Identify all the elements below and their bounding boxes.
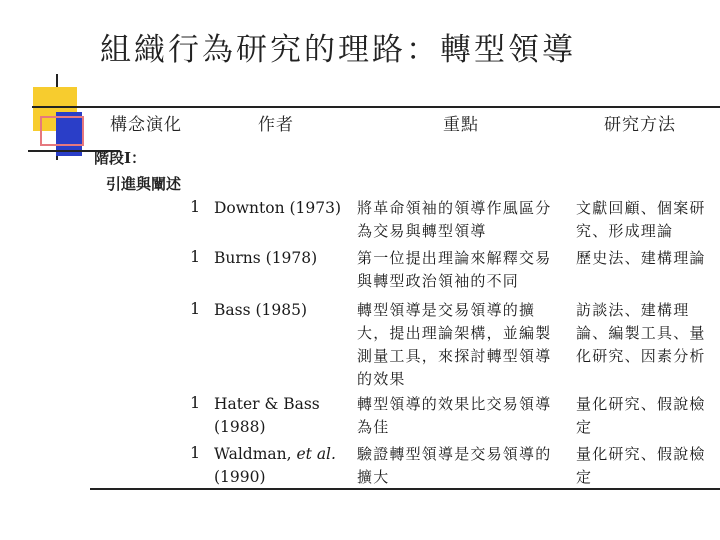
row-method: 量化研究、假說檢定 bbox=[576, 395, 706, 436]
row-bullet: 1 bbox=[190, 299, 201, 318]
column-header-author: 作者 bbox=[258, 115, 294, 135]
row-focus: 第一位提出理論來解釋交易與轉型政治領袖的不同 bbox=[357, 249, 552, 290]
row-method: 歷史法、建構理論 bbox=[576, 249, 706, 267]
stage-title: 階段I： bbox=[94, 149, 147, 167]
table-bottom-rule bbox=[90, 488, 720, 490]
page-title: 組織行為研究的理路：轉型領導 bbox=[100, 32, 576, 68]
row-author bbox=[214, 443, 344, 489]
row-author: Downton (1973) bbox=[214, 199, 342, 217]
row-focus: 驗證轉型領導是交易領導的擴大 bbox=[357, 445, 552, 486]
row-bullet: 1 bbox=[190, 393, 201, 412]
column-header-focus: 重點 bbox=[443, 115, 479, 135]
row-author: Hater & Bass (1988) bbox=[214, 395, 320, 436]
row-focus: 轉型領導的效果比交易領導為佳 bbox=[357, 395, 552, 436]
row-bullet: 1 bbox=[190, 247, 201, 266]
column-header-method: 研究方法 bbox=[604, 115, 676, 135]
row-focus: 轉型領導是交易領導的擴大，提出理論架構，並編製測量工具，來探討轉型領導的效果 bbox=[357, 301, 552, 388]
row-method: 文獻回顧、個案研究、形成理論 bbox=[576, 199, 706, 240]
row-method: 量化研究、假說檢定 bbox=[576, 445, 706, 486]
row-author-etal: et al. bbox=[296, 445, 336, 463]
row-method: 訪談法、建構理論、編製工具、量化研究、因素分析 bbox=[576, 301, 706, 365]
column-header-concept: 構念演化 bbox=[110, 115, 182, 135]
stage-subtitle: 引進與闡述 bbox=[106, 175, 182, 193]
row-author-year: (1990) bbox=[214, 468, 266, 486]
row-bullet: 1 bbox=[190, 443, 201, 462]
row-author: Burns (1978) bbox=[214, 249, 318, 267]
stage-label bbox=[94, 145, 181, 197]
header-rule bbox=[32, 106, 720, 108]
decorative-red-outline-block bbox=[40, 116, 84, 146]
row-author-name: Waldman, bbox=[214, 445, 297, 463]
row-author: Bass (1985) bbox=[214, 301, 308, 319]
row-bullet: 1 bbox=[190, 197, 201, 216]
row-focus: 將革命領袖的領導作風區分為交易與轉型領導 bbox=[357, 199, 552, 240]
